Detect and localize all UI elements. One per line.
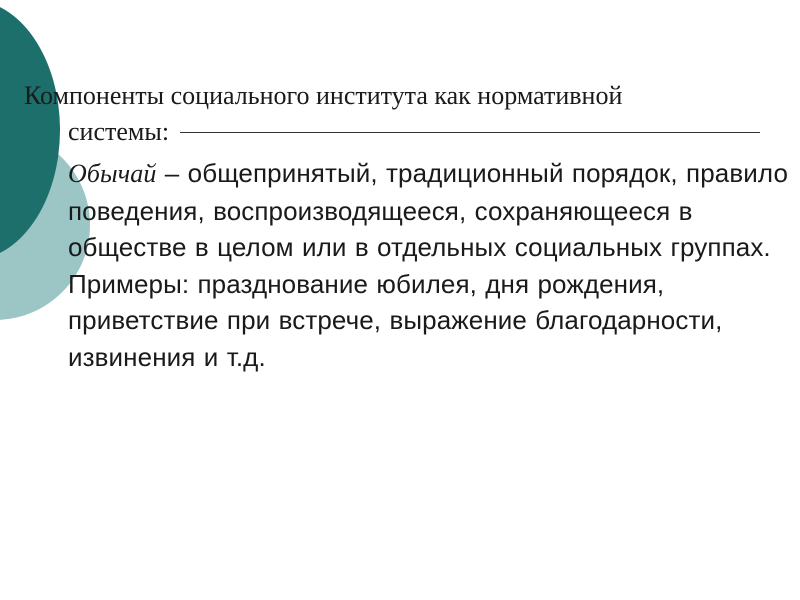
title-line-1: Компоненты социального института как нормативной <box>24 81 623 110</box>
definition-text: – общепринятый, традиционный порядок, правило поведения, воспроизводящееся, сохраняющееся в обществе в целом или в отдельных социальных группах. Примеры: празднование юбилея, дня рождения, приветствие при встрече, выражение благодарности, извинения и т.д. <box>68 158 788 372</box>
definition-term: Обычай <box>68 159 157 188</box>
title-line-2: системы: <box>68 117 170 146</box>
definition-paragraph <box>68 155 788 375</box>
title-underline <box>180 132 760 133</box>
slide-title <box>24 78 764 150</box>
